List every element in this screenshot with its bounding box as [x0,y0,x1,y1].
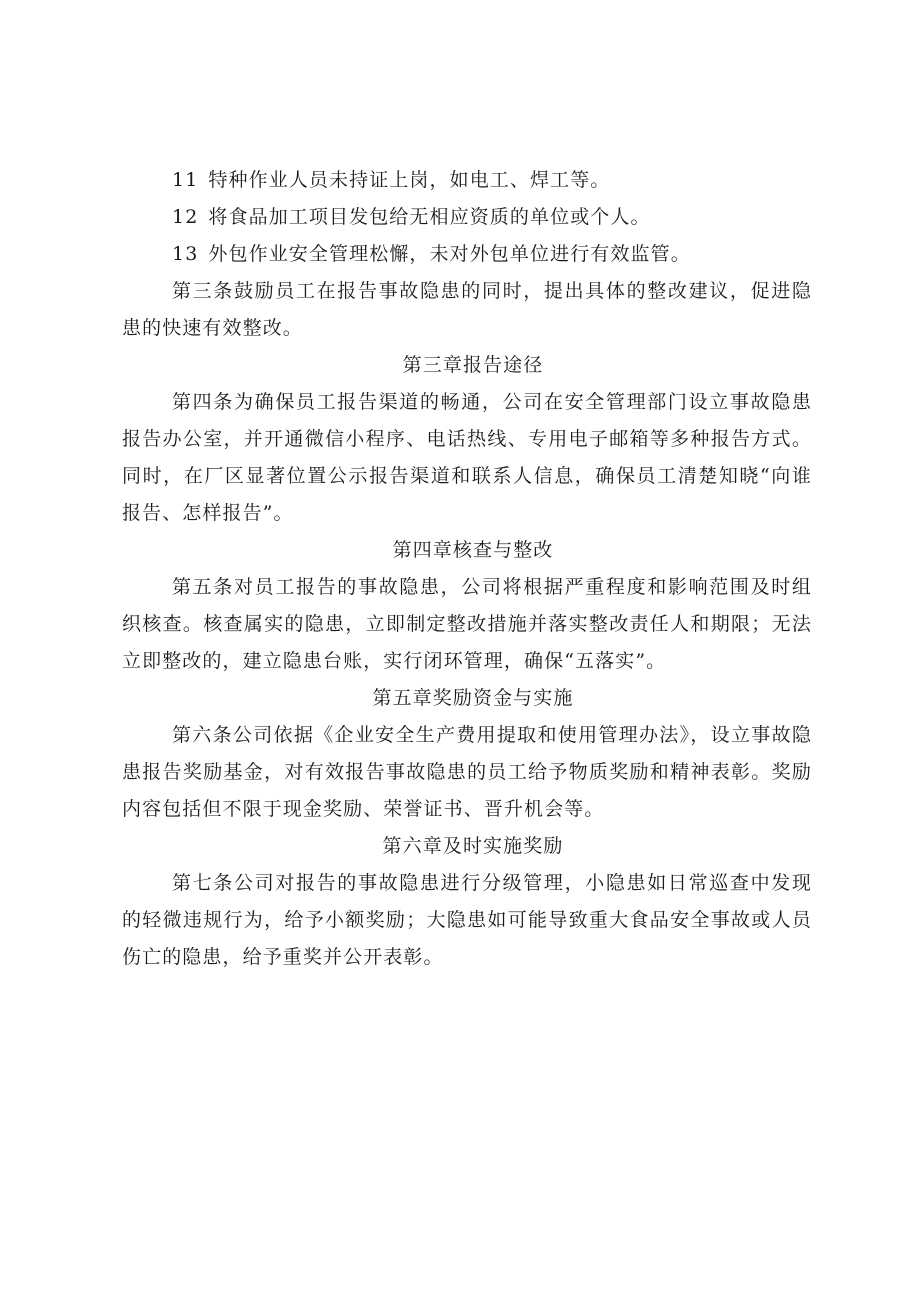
item-number: 12 [172,206,199,228]
article-3-paragraph: 第三条鼓励员工在报告事故隐患的同时，提出具体的整改建议，促进隐患的快速有效整改。 [122,280,812,339]
article-5-paragraph: 第五条对员工报告的事故隐患，公司将根据严重程度和影响范围及时组织核查。核查属实的隐患，立即制定整改措施并落实整改责任人和期限；无法立即整改的，建立隐患台账，实行闭环管理，确保“五落实”。 [122,576,812,672]
chapter-4-heading: 第四章核查与整改 [392,539,554,561]
article-6-paragraph: 第六条公司依据《企业安全生产费用提取和使用管理办法》，设立事故隐患报告奖励基金，对有效报告事故隐患的员工给予物质奖励和精神表彰。奖励内容包括但不限于现金奖励、荣誉证书、晋升机会等。 [122,724,812,820]
document-page [122,162,812,976]
list-item-11 [122,162,812,199]
item-text: 特种作业人员未持证上岗，如电工、焊工等。 [208,169,611,191]
list-item-13 [122,236,812,273]
item-number: 11 [172,169,199,191]
item-number: 13 [172,243,199,265]
article-7-paragraph: 第七条公司对报告的事故隐患进行分级管理，小隐患如日常巡查中发现的轻微违规行为，给予小额奖励；大隐患如可能导致重大食品安全事故或人员伤亡的隐患，给予重奖并公开表彰。 [122,872,812,968]
item-text: 将食品加工项目发包给无相应资质的单位或个人。 [208,206,651,228]
chapter-6-heading: 第六章及时实施奖励 [382,835,564,857]
article-4-paragraph: 第四条为确保员工报告渠道的畅通，公司在安全管理部门设立事故隐患报告办公室，并开通微信小程序、电话热线、专用电子邮箱等多种报告方式。同时，在厂区显著位置公示报告渠道和联系人信息，确保员工清楚知晓“向谁报告、怎样报告”。 [122,391,812,524]
chapter-5-heading: 第五章奖励资金与实施 [372,687,574,709]
list-item-12 [122,199,812,236]
item-text: 外包作业安全管理松懈，未对外包单位进行有效监管。 [208,243,691,265]
chapter-3-heading: 第三章报告途径 [402,354,544,376]
